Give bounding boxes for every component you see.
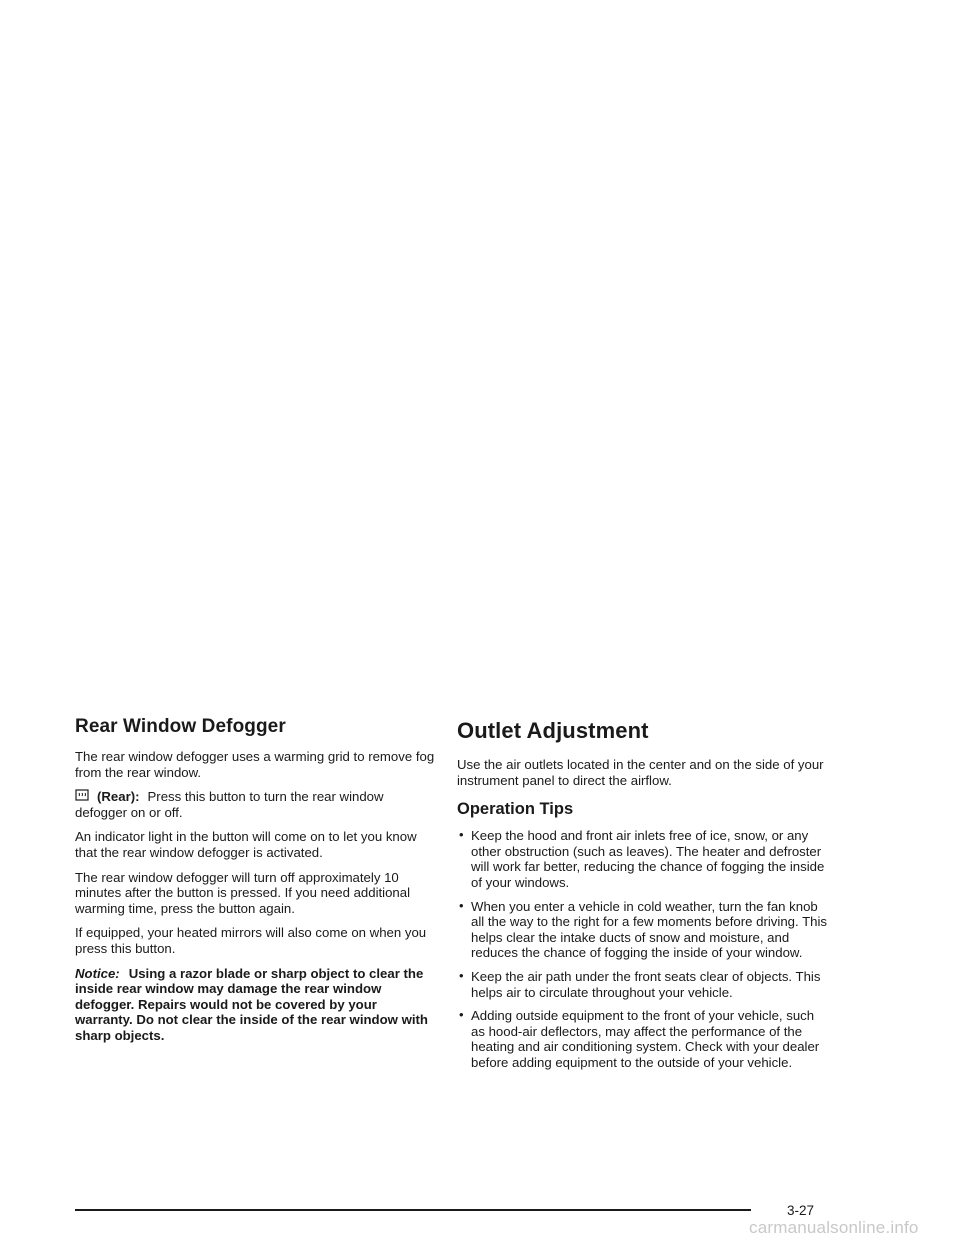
rear-button-description xyxy=(75,789,437,820)
bullet: • xyxy=(459,827,464,843)
list-item: • When you enter a vehicle in cold weather, turn the fan knob all the way to the right for a few moments before driving. This helps clear the intake ducts of snow and moisture, and reduces the chance of fogging the inside of your window. xyxy=(459,897,827,961)
list-item: • Adding outside equipment to the front of your vehicle, such as hood-air deflectors, may affect the performance of the heating and air conditioning system. Check with your dealer before adding equipment to the outside of your vehicle. xyxy=(459,1007,820,1070)
indicator-paragraph: An indicator light in the button will come on to let you know that the rear window defogger is activated. xyxy=(75,829,417,860)
rear-label: (Rear): xyxy=(97,789,140,805)
rear-text: Press this button to turn the rear window defogger on or off. xyxy=(75,789,384,820)
subsection-title-operation-tips: Operation Tips xyxy=(457,800,574,819)
rear-defog-icon xyxy=(75,789,89,803)
notice-label: Notice: xyxy=(75,965,120,981)
section-title-outlet-adjustment: Outlet Adjustment xyxy=(457,718,649,743)
notice-paragraph xyxy=(75,966,437,1044)
bullet: • xyxy=(459,1007,464,1023)
outlet-intro: Use the air outlets located in the center and on the side of your instrument panel to direct the airflow. xyxy=(457,757,824,788)
bullet: • xyxy=(459,967,464,983)
bullet: • xyxy=(459,897,464,913)
footer-rule xyxy=(75,1209,751,1211)
mirrors-paragraph: If equipped, your heated mirrors will also come on when you press this button. xyxy=(75,925,427,956)
list-item: • Keep the air path under the front seats clear of objects. This helps air to circulate throughout your vehicle. xyxy=(459,967,821,1000)
list-item: • Keep the hood and front air inlets free of ice, snow, or any other obstruction (such as leaves). The heater and defroster will work far better, reducing the chance of fogging the inside of your windows. xyxy=(459,827,825,890)
timer-paragraph: The rear window defogger will turn off approximately 10 minutes after the button is pressed. If you need additional warming time, press the button again. xyxy=(75,869,411,916)
section-title-rear-window-defogger: Rear Window Defogger xyxy=(75,716,286,737)
notice-text: Using a razor blade or sharp object to clear the inside rear window may damage the rear window defogger. Repairs would not be covered by your warranty. Do not clear the inside of the rear window with sharp objects. xyxy=(75,965,428,1043)
page-number: 3-27 xyxy=(787,1203,815,1218)
right-column xyxy=(457,716,827,1079)
operation-tips-list xyxy=(457,828,827,1070)
defogger-intro: The rear window defogger uses a warming grid to remove fog from the rear window. xyxy=(75,749,435,780)
watermark: carmanualsonline.info xyxy=(749,1218,919,1237)
left-column xyxy=(75,716,437,1053)
